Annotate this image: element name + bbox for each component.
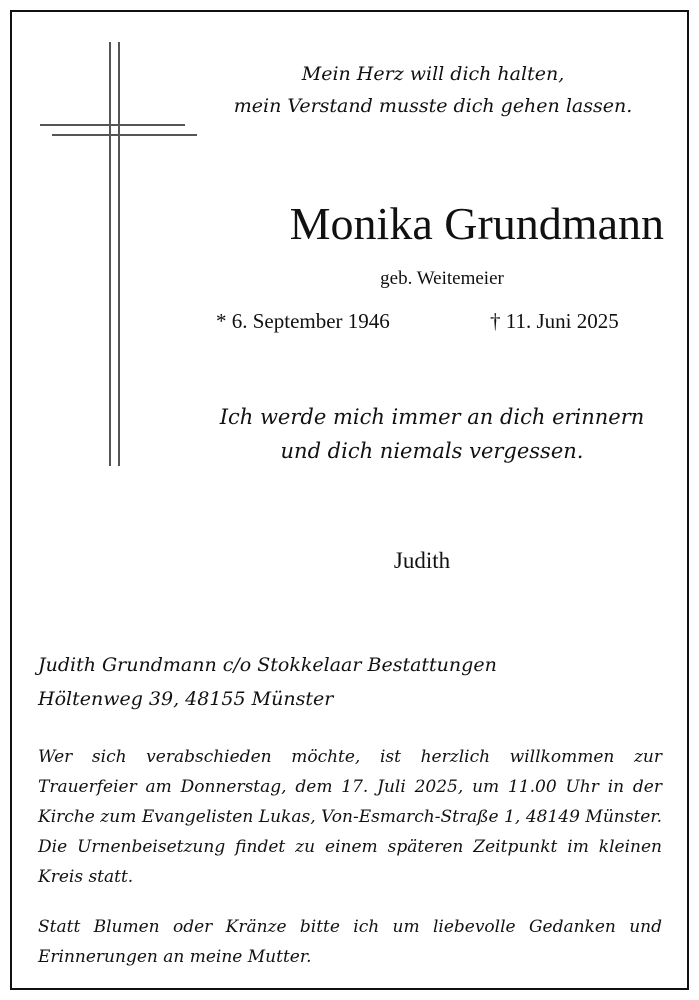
quote-line-2: und dich niemals vergessen. — [280, 439, 584, 463]
motto-line-1: Mein Herz will dich halten, — [301, 63, 565, 85]
notice-paragraph-2: Statt Blumen oder Kränze bitte ich um liebevolle Gedanken und Erinnerungen an meine Mutter. — [38, 917, 662, 967]
motto-line-2: mein Verstand musste dich gehen lassen. — [233, 95, 633, 117]
address — [38, 648, 668, 716]
signature: Judith — [393, 548, 451, 573]
birth-date: * 6. September 1946 — [216, 309, 390, 333]
address-line-2: Höltenweg 39, 48155 Münster — [38, 688, 334, 710]
notice-paragraph-1: Wer sich verabschieden möchte, ist herzlich willkommen zur Trauerfeier am Donnerstag, dem 17. Juli 2025, um 11.00 Uhr in der Kirche zum Evangelisten Lukas, Von-Esmarch-Straße 1, 48149 Münster. Die Urnenbeisetzung findet zu einem späteren Zeitpunkt im kleinen Kreis statt. — [38, 747, 662, 887]
quote-line-1: Ich werde mich immer an dich erinnern — [219, 405, 645, 429]
obituary-card — [10, 10, 689, 990]
address-line-1: Judith Grundmann c/o Stokkelaar Bestattungen — [38, 654, 497, 676]
birth-name: geb. Weitemeier — [380, 268, 504, 289]
motto — [202, 58, 664, 122]
death-date: † 11. Juni 2025 — [490, 309, 619, 333]
quote — [192, 400, 672, 468]
deceased-name: Monika Grundmann — [289, 198, 664, 249]
